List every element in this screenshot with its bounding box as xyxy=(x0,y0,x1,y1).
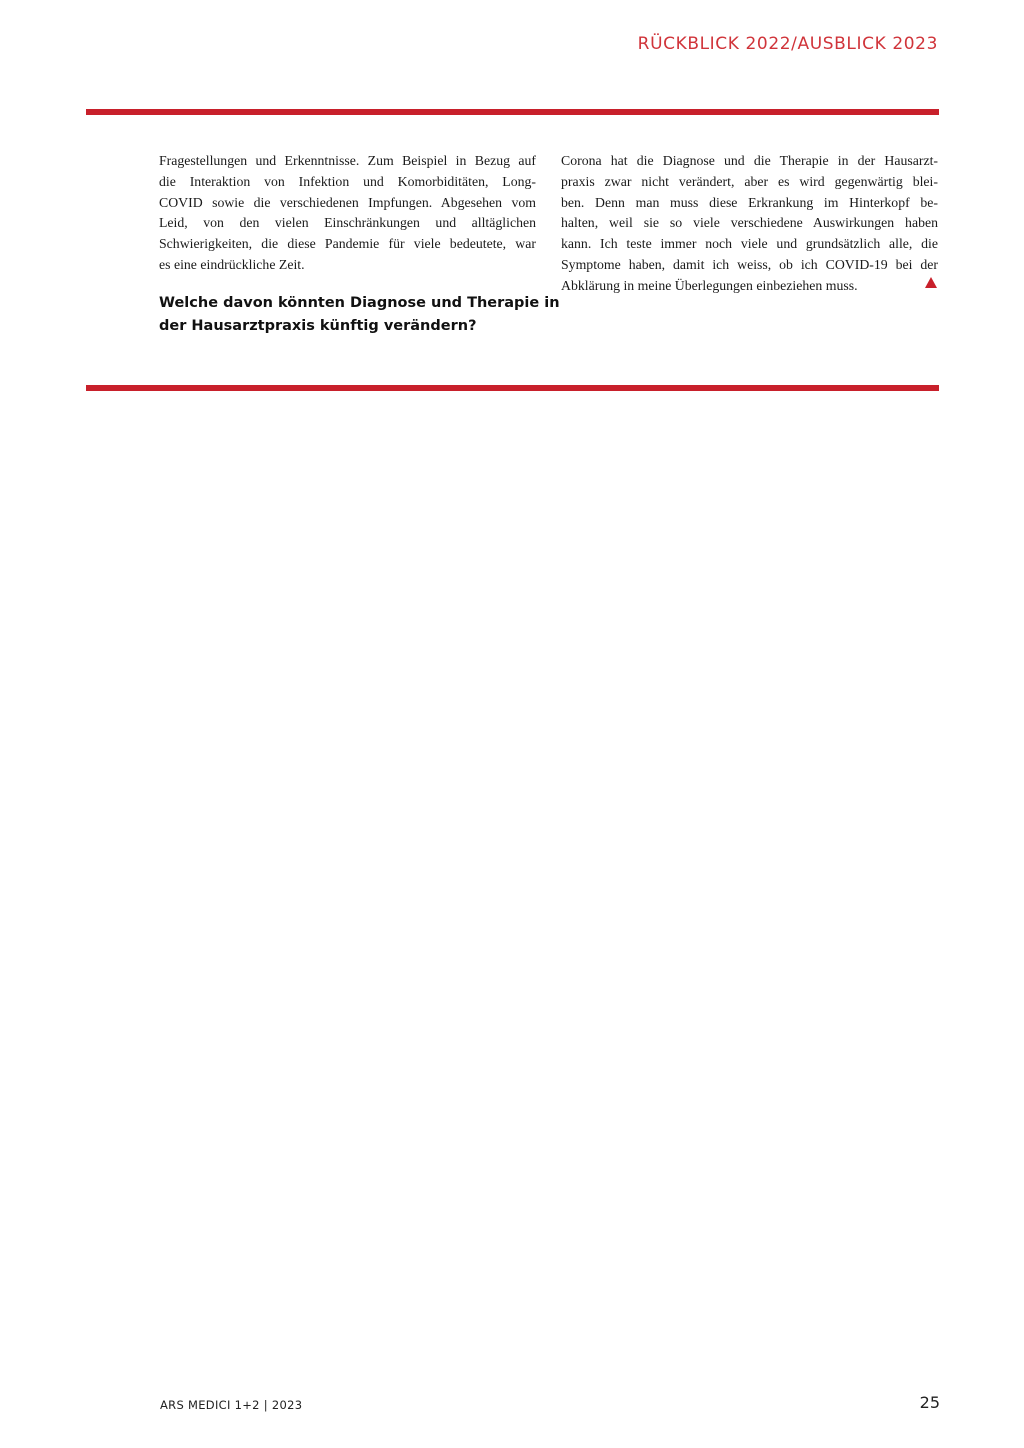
interview-question xyxy=(159,292,560,338)
body-text-line: Leid, von den vielen Einschränkungen und alltäglichen xyxy=(159,215,536,231)
body-text-line: Fragestellungen und Erkenntnisse. Zum Beispiel in Bezug auf xyxy=(159,153,536,168)
right-column xyxy=(561,151,938,297)
body-text-line: Symptome haben, damit ich weiss, ob ich COVID-19 bei der xyxy=(561,256,938,272)
body-text-line: COVID sowie die verschiedenen Impfungen. Abgesehen vom xyxy=(159,194,536,210)
body-text-line: es eine eindrückliche Zeit. xyxy=(159,256,305,272)
body-text-line: Schwierigkeiten, die diese Pandemie für viele bedeutete, war xyxy=(159,236,536,252)
body-text-line: die Interaktion von Infektion und Komorbiditäten, Long- xyxy=(159,173,536,189)
triangle-end-mark-icon xyxy=(925,277,937,288)
body-text-line: Corona hat die Diagnose und die Therapie in der Hausarzt- xyxy=(561,153,938,168)
question-line: der Hausarztpraxis künftig verändern? xyxy=(159,318,477,334)
section-title: RÜCKBLICK 2022/AUSBLICK 2023 xyxy=(637,34,938,54)
body-text-line: Abklärung in meine Überlegungen einbeziehen muss. xyxy=(561,277,858,293)
question-line: Welche davon könnten Diagnose und Therapie in xyxy=(159,295,560,311)
page-number: 25 xyxy=(919,1393,940,1412)
body-text-line: kann. Ich teste immer noch viele und grundsätzlich alle, die xyxy=(561,236,938,252)
top-divider xyxy=(86,109,939,115)
body-text-line: ben. Denn man muss diese Erkrankung im Hinterkopf be- xyxy=(561,194,938,210)
bottom-divider xyxy=(86,385,939,391)
left-column xyxy=(159,151,536,276)
body-text-line: praxis zwar nicht verändert, aber es wird gegenwärtig blei- xyxy=(561,173,938,189)
body-text-line: halten, weil sie so viele verschiedene Auswirkungen haben xyxy=(561,215,938,231)
publication-info: ARS MEDICI 1+2 | 2023 xyxy=(160,1398,303,1412)
